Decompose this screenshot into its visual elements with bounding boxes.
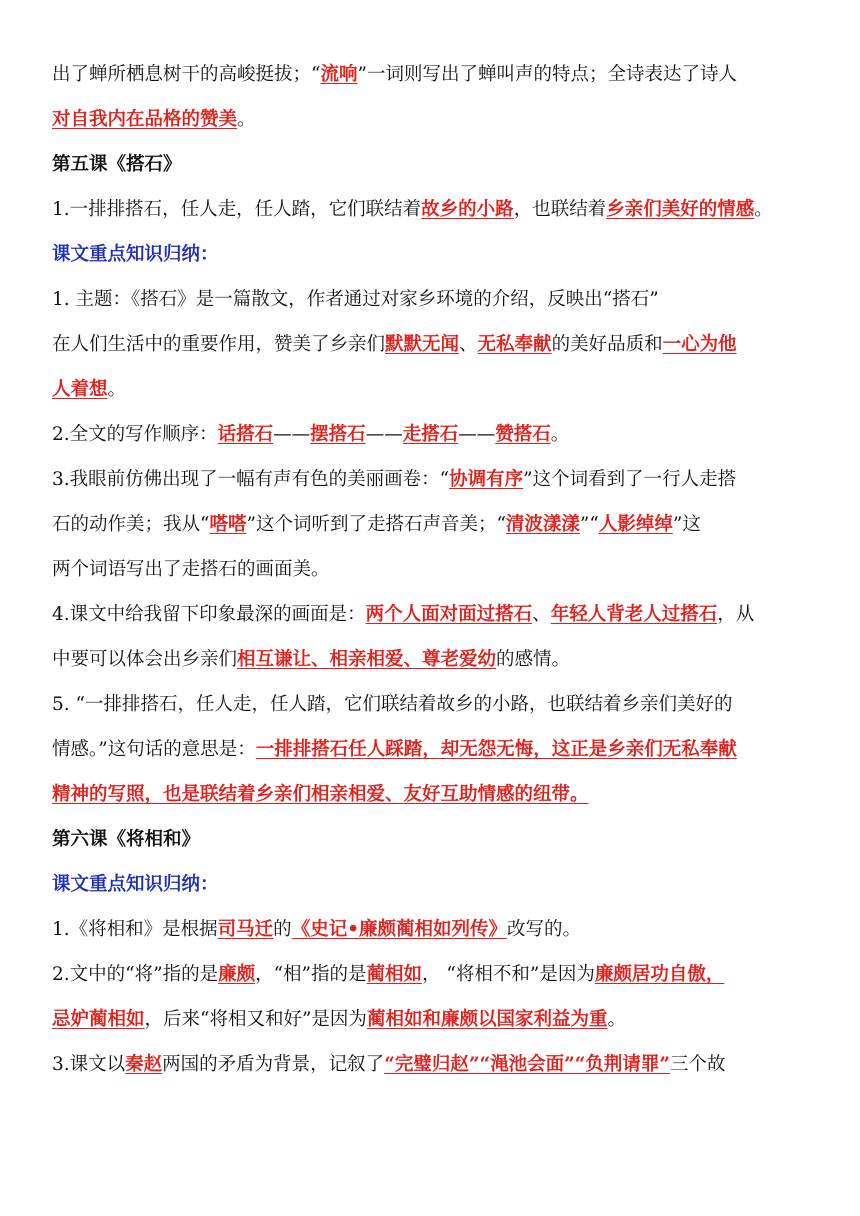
answer-highlight: “完璧归赵”“渑池会面”“负荆请罪” [384, 1054, 671, 1075]
text-line [52, 952, 812, 997]
body-text: 的感情。 [496, 649, 571, 670]
body-text: 。 [237, 109, 256, 130]
body-text: 2.全文的写作顺序： [52, 424, 218, 445]
body-text: 1. [52, 199, 70, 220]
answer-highlight: 《史记•廉颇蔺相如列传》 [291, 919, 508, 940]
body-text: 三个故 [670, 1054, 726, 1075]
answer-highlight: 一心为他 [662, 334, 737, 355]
body-text: ”这个词听到了走搭石声音美；“ [246, 514, 506, 535]
body-text: 。 [754, 199, 773, 220]
answer-highlight: 协调有序 [449, 469, 524, 490]
text-line [52, 862, 812, 907]
body-text: 1. 主题：《搭石》是一篇散文，作者通过对家乡环境的介绍，反映出“搭石” [52, 289, 659, 310]
answer-highlight: 司马迁 [217, 919, 274, 940]
body-text: 。 [607, 1009, 626, 1030]
body-text: —— [273, 424, 311, 445]
text-line [52, 997, 812, 1042]
answer-highlight: 故乡的小路 [421, 199, 514, 220]
answer-highlight: 廉颇居功自傲， [594, 964, 725, 985]
answer-highlight: 走搭石 [402, 424, 459, 445]
body-text: 。 [107, 379, 127, 400]
body-text: ， “将相不和”是因为 [422, 964, 595, 985]
body-text: 在人们生活中的重要作用，赞美了乡亲们 [52, 334, 386, 355]
body-text: ”一词则写出了蝉叫声的特点；全诗表达了诗人 [357, 64, 737, 85]
text-line [52, 457, 812, 502]
body-text: 3.我眼前仿佛出现了一幅有声有色的美丽画卷：“ [52, 469, 450, 490]
answer-highlight: 秦赵 [125, 1054, 163, 1075]
body-text: 中要可以体会出乡亲们 [52, 649, 238, 670]
answer-highlight: 赞搭石 [495, 424, 551, 445]
text-line [52, 232, 812, 277]
answer-highlight: 流响 [320, 64, 358, 85]
answer-highlight: 廉颇 [218, 964, 256, 985]
body-text: 、 [459, 334, 478, 355]
body-text: 2.文中的“将”指的是 [52, 964, 219, 985]
text-line [52, 637, 812, 682]
body-text: 1.《将相和》是根据 [52, 919, 218, 940]
answer-highlight: 一排排搭石任人踩踏，却无怨无悔，这正是乡亲们无私奉献 [255, 739, 737, 760]
answer-highlight: 年轻人背老人过搭石 [550, 604, 718, 625]
body-text: 的美好品质和 [551, 334, 663, 355]
body-text: 。 [550, 424, 570, 445]
body-text: 改写的。 [507, 919, 582, 940]
body-text: 的 [273, 919, 292, 940]
body-text: 两个词语写出了走搭石的画面美。 [52, 559, 330, 580]
answer-highlight: 清波漾漾 [505, 514, 580, 535]
text-line [52, 52, 812, 97]
text-line [52, 502, 812, 547]
text-line [52, 727, 812, 772]
answer-highlight: 乡亲们美好的情感 [606, 199, 755, 220]
lesson-heading: 第五课《搭石》 [52, 154, 182, 175]
answer-highlight: 话搭石 [217, 424, 274, 445]
text-line [52, 907, 812, 952]
answer-highlight: 蔺相如 [366, 964, 423, 985]
text-line [52, 187, 812, 232]
body-text: 出了蝉所栖息树干的高峻挺拔；“ [52, 64, 321, 85]
text-line [52, 412, 812, 457]
text-line [52, 592, 812, 637]
body-text: ，“相”指的是 [255, 964, 367, 985]
section-heading: 课文重点知识归纳： [52, 874, 219, 895]
answer-highlight: 蔺相如和廉颇以国家利益为重 [366, 1009, 608, 1030]
text-line [52, 547, 812, 592]
section-heading: 课文重点知识归纳： [52, 244, 219, 265]
text-line [52, 367, 812, 412]
answer-highlight: 默默无闻 [385, 334, 460, 355]
text-line [52, 277, 812, 322]
text-line [52, 322, 812, 367]
body-text: ”这个词看到了一行人走搭 [523, 469, 737, 490]
answer-highlight: 精神的写照，也是联结着乡亲们相亲相爱、友好互助情感的纽带。 [52, 784, 589, 805]
text-line [52, 772, 812, 817]
text-line [52, 817, 812, 862]
answer-highlight: 忌妒蔺相如 [52, 1009, 145, 1030]
answer-highlight: 人着想 [52, 379, 108, 400]
body-text: ，后来“将相又和好”是因为 [144, 1009, 367, 1030]
body-text: 两国的矛盾为背景，记叙了 [162, 1054, 385, 1075]
answer-highlight: 人影绰绰 [598, 514, 673, 535]
answer-highlight: 无私奉献 [477, 334, 552, 355]
body-text: 3.课文以 [52, 1054, 126, 1075]
body-text: ，也联结着 [513, 199, 607, 220]
body-text: 一排排搭石，任人走，任人踏，它们联结着 [69, 199, 422, 220]
text-line [52, 142, 812, 187]
body-text: 、 [532, 604, 551, 625]
answer-highlight: 相互谦让、相亲相爱、尊老爱幼 [237, 649, 497, 670]
answer-highlight: 对自我内在品格的赞美 [52, 109, 238, 130]
document-page [52, 52, 812, 1087]
answer-highlight: 两个人面对面过搭石 [365, 604, 533, 625]
text-line [52, 1042, 812, 1087]
body-text: ，从 [717, 604, 755, 625]
lesson-heading: 第六课《将相和》 [52, 829, 201, 850]
body-text: ”“ [579, 514, 599, 535]
answer-highlight: 摆搭石 [310, 424, 366, 445]
body-text: 5. “一排排搭石，任人走，任人踏，它们联结着故乡的小路，也联结着乡亲们美好的 [52, 694, 733, 715]
body-text: —— [458, 424, 496, 445]
body-text: —— [365, 424, 403, 445]
body-text: 情感。”这句话的意思是： [52, 739, 256, 760]
text-line [52, 682, 812, 727]
body-text: 石的动作美；我从“ [52, 514, 210, 535]
body-text: 4.课文中给我留下印象最深的画面是： [52, 604, 366, 625]
body-text: ”这 [672, 514, 701, 535]
answer-highlight: 嗒嗒 [209, 514, 247, 535]
text-line [52, 97, 812, 142]
